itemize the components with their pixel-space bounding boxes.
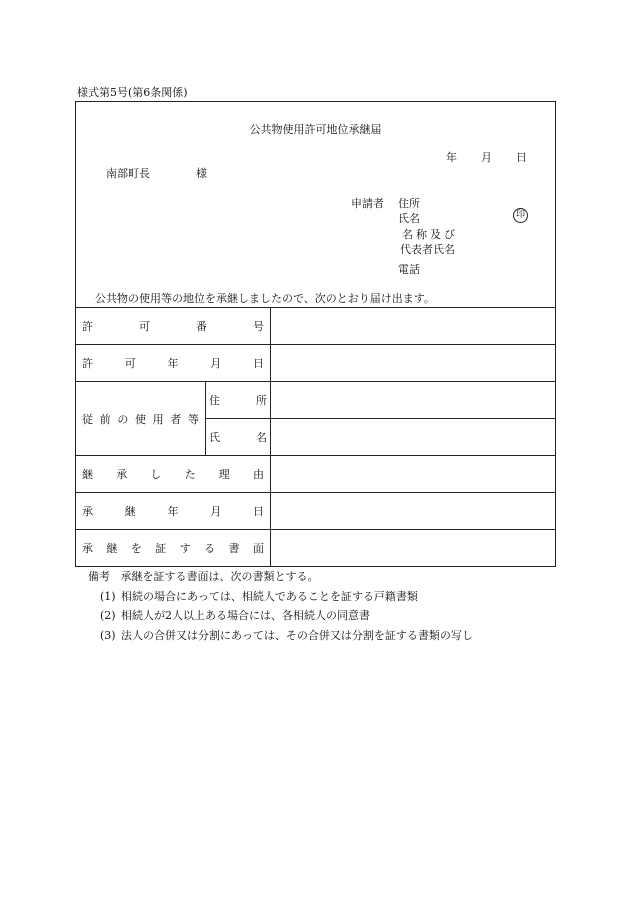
label-char: す [179, 542, 191, 555]
label-char: 継 [82, 468, 93, 481]
label-char: 所 [256, 394, 267, 407]
applicant-name-label: 氏名 [398, 212, 420, 225]
table-row [76, 345, 556, 382]
prev-address-field[interactable] [271, 382, 556, 419]
permit-date-label [76, 345, 271, 382]
prev-name-field[interactable] [271, 419, 556, 456]
label-char: 日 [253, 357, 264, 370]
applicant-label: 申請者 [351, 197, 384, 210]
label-char: 継 [106, 542, 118, 555]
table-row [76, 382, 556, 419]
applicant-corp-label-2: 代表者氏名 [400, 243, 455, 256]
remarks-heading: 備考 [88, 570, 110, 583]
date-line [446, 149, 527, 165]
table-row [76, 456, 556, 493]
label-char: 住 [209, 394, 220, 407]
intro-text: 公共物の使用等の地位を承継しましたので、次のとおり届け出ます。 [95, 292, 435, 305]
label-char: 日 [253, 505, 264, 518]
label-char: 可 [139, 320, 150, 333]
permit-date-field[interactable] [271, 345, 556, 382]
label-char: 面 [252, 542, 264, 555]
applicant-corp-label-1: 名称及び [402, 228, 458, 241]
label-char: 号 [253, 320, 264, 333]
remarks [88, 568, 319, 584]
addressee-suffix: 様 [196, 167, 207, 180]
date-year-label: 年 [446, 151, 457, 164]
list-item [100, 627, 473, 643]
seal-icon: 印 [513, 208, 528, 223]
note-text: 相続の場合にあっては、相続人であることを証する戸籍書類 [121, 590, 418, 603]
remarks-text: 承継を証する書面は、次の書類とする。 [120, 570, 319, 583]
label-char: 前 [99, 412, 111, 426]
label-char: 証 [155, 542, 167, 555]
note-number: (1) [100, 590, 116, 603]
succession-date-label [76, 493, 271, 530]
table-row [76, 530, 556, 567]
applicant-address-label: 住所 [398, 197, 420, 210]
document-title: 公共物使用許可地位承継届 [249, 123, 382, 136]
label-char: 年 [167, 505, 179, 518]
succession-table [75, 307, 556, 567]
label-char: 承 [82, 505, 93, 518]
date-month-label: 月 [481, 151, 492, 164]
prev-address-label [206, 382, 271, 419]
proof-document-field[interactable] [271, 530, 556, 567]
addressee-name: 南部町長 [106, 167, 150, 180]
label-char: 月 [210, 357, 222, 370]
reason-field[interactable] [271, 456, 556, 493]
form-number: 様式第5号(第6条関係) [77, 86, 188, 99]
list-item [100, 588, 418, 604]
label-char: 承 [116, 468, 128, 481]
permit-number-label [76, 308, 271, 345]
label-char: 由 [252, 468, 264, 481]
note-number: (2) [100, 609, 116, 622]
table-row [76, 308, 556, 345]
label-char: 氏 [209, 431, 220, 444]
label-char: た [184, 468, 196, 481]
label-char: の [117, 412, 129, 426]
note-number: (3) [100, 629, 116, 642]
label-char: を [130, 542, 142, 555]
note-text: 法人の合併又は分割にあっては、その合併又は分割を証する書類の写し [121, 629, 473, 642]
label-char: 従 [82, 412, 93, 426]
previous-user-label [76, 382, 206, 456]
label-char: 許 [82, 320, 93, 333]
label-char: 等 [187, 412, 199, 426]
label-char: る [204, 542, 216, 555]
label-char: 者 [170, 412, 182, 426]
label-char: 可 [124, 357, 136, 370]
label-char: 用 [152, 412, 164, 426]
label-char: 月 [210, 505, 222, 518]
permit-number-field[interactable] [271, 308, 556, 345]
label-char: 継 [124, 505, 136, 518]
succession-date-field[interactable] [271, 493, 556, 530]
label-char: し [150, 468, 162, 481]
label-char: 理 [218, 468, 230, 481]
label-char: 許 [82, 357, 93, 370]
label-char: 書 [228, 542, 240, 555]
prev-name-label [206, 419, 271, 456]
form-header-frame [75, 101, 556, 308]
label-char: 年 [167, 357, 179, 370]
table-row [76, 493, 556, 530]
date-day-label: 日 [516, 151, 527, 164]
list-item [100, 607, 370, 623]
label-char: 承 [82, 542, 93, 555]
reason-label [76, 456, 271, 493]
label-char: 使 [134, 412, 146, 426]
label-char: 番 [196, 320, 207, 333]
note-text: 相続人が2人以上ある場合には、各相続人の同意書 [121, 609, 370, 622]
addressee [106, 165, 207, 181]
applicant-phone-label: 電話 [398, 263, 420, 276]
label-char: 名 [256, 431, 267, 444]
proof-document-label [76, 530, 271, 567]
